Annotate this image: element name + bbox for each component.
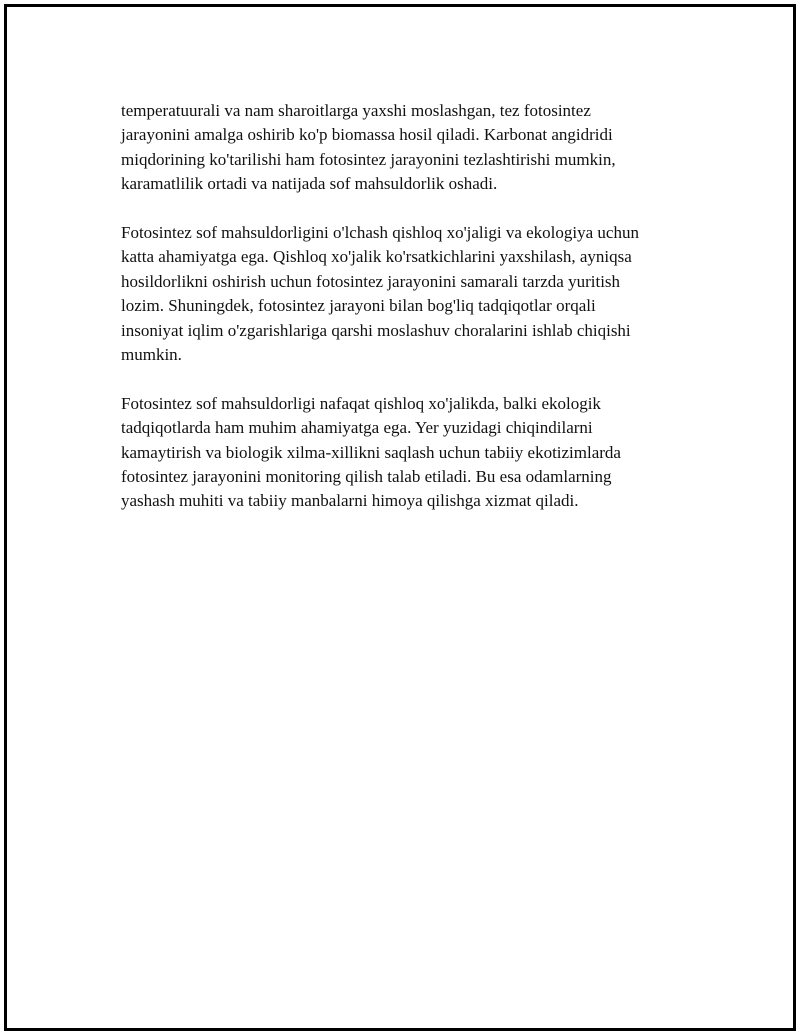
- text-line: mumkin.: [121, 345, 182, 365]
- text-line: katta ahamiyatga ega. Qishloq xo'jalik ko'rsatkichlarini yaxshilash, ayniqsa: [121, 247, 632, 267]
- document-body: [121, 99, 701, 538]
- text-line: Fotosintez sof mahsuldorligini o'lchash qishloq xo'jaligi va ekologiya uchun: [121, 223, 639, 243]
- paragraph-2: [121, 221, 701, 367]
- text-line: miqdorining ko'tarilishi ham fotosintez jarayonini tezlashtirishi mumkin,: [121, 149, 616, 169]
- text-line: kamaytirish va biologik xilma-xillikni saqlash uchun tabiiy ekotizimlarda: [121, 442, 621, 462]
- text-line: fotosintez jarayonini monitoring qilish talab etiladi. Bu esa odamlarning: [121, 467, 612, 487]
- text-line: tadqiqotlarda ham muhim ahamiyatga ega. Yer yuzidagi chiqindilarni: [121, 418, 593, 438]
- text-line: insoniyat iqlim o'zgarishlariga qarshi moslashuv choralarini ishlab chiqishi: [121, 320, 631, 340]
- text-line: jarayonini amalga oshirib ko'p biomassa hosil qiladi. Karbonat angidridi: [121, 125, 613, 145]
- page-frame: [4, 4, 796, 1031]
- text-line: lozim. Shuningdek, fotosintez jarayoni bilan bog'liq tadqiqotlar orqali: [121, 296, 596, 316]
- text-line: karamatlilik ortadi va natijada sof mahsuldorlik oshadi.: [121, 174, 498, 194]
- paragraph-3: [121, 392, 701, 514]
- text-line: Fotosintez sof mahsuldorligi nafaqat qishloq xo'jalikda, balki ekologik: [121, 393, 601, 413]
- paragraph-1: [121, 99, 701, 197]
- text-line: yashash muhiti va tabiiy manbalarni himoya qilishga xizmat qiladi.: [121, 491, 579, 511]
- text-line: temperatuurali va nam sharoitlarga yaxshi moslashgan, tez fotosintez: [121, 101, 591, 120]
- text-line: hosildorlikni oshirish uchun fotosintez jarayonini samarali tarzda yuritish: [121, 271, 621, 291]
